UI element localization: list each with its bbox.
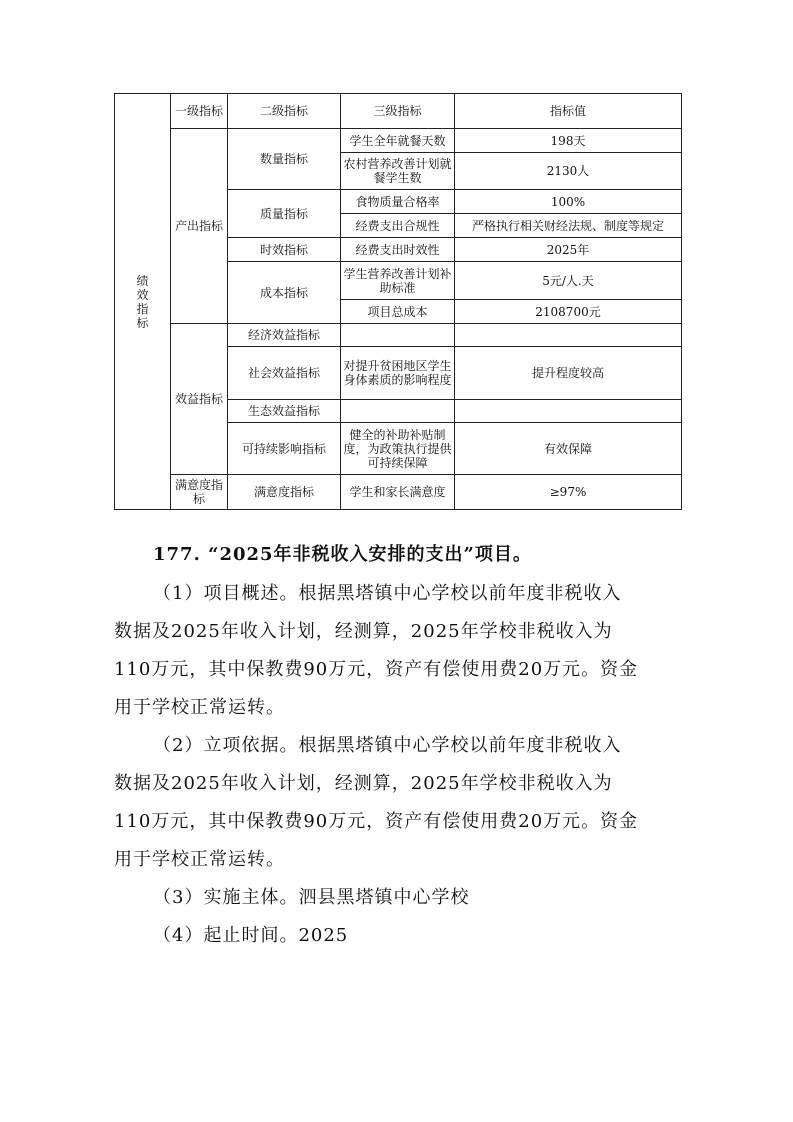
header-level3: 三级指标 xyxy=(341,94,455,129)
value-cell: 100% xyxy=(455,190,682,214)
paragraph-line: （1）项目概述。根据黑塔镇中心学校以前年度非税收入 xyxy=(153,583,622,604)
value-cell: 2130人 xyxy=(455,153,682,190)
level3-cell: 经费支出时效性 xyxy=(341,238,455,262)
header-level1: 一级指标 xyxy=(171,94,228,129)
group-output: 产出指标 xyxy=(171,129,228,324)
level2-cell: 时效指标 xyxy=(228,238,341,262)
level3-cell: 经费支出合规性 xyxy=(341,214,455,238)
level3-cell xyxy=(341,400,455,423)
level3-cell: 项目总成本 xyxy=(341,300,455,324)
level3-cell: 健全的补助补贴制度，为政策执行提供可持续保障 xyxy=(341,423,455,475)
level3-cell xyxy=(341,324,455,347)
value-cell: 有效保障 xyxy=(455,423,682,475)
value-cell xyxy=(455,400,682,423)
level2-cell: 生态效益指标 xyxy=(228,400,341,423)
value-cell: 2025年 xyxy=(455,238,682,262)
level3-cell: 食物质量合格率 xyxy=(341,190,455,214)
level3-cell: 学生全年就餐天数 xyxy=(341,129,455,153)
level2-cell: 满意度指标 xyxy=(228,475,341,510)
paragraph-line: （4）起止时间。2025 xyxy=(153,925,349,946)
row-header-performance: 绩效指标 xyxy=(115,94,171,510)
performance-indicator-table xyxy=(114,93,682,510)
section-heading: 177. “2025年非税收入安排的支出”项目。 xyxy=(153,544,532,565)
level2-cell: 数量指标 xyxy=(228,129,341,190)
level2-cell: 可持续影响指标 xyxy=(228,423,341,475)
paragraph-line: 用于学校正常运转。 xyxy=(114,849,285,870)
paragraph-line: （3）实施主体。泗县黑塔镇中心学校 xyxy=(153,887,470,908)
level3-cell: 学生营养改善计划补助标准 xyxy=(341,262,455,300)
level3-cell: 对提升贫困地区学生身体素质的影响程度 xyxy=(341,347,455,400)
value-cell: 提升程度较高 xyxy=(455,347,682,400)
value-cell: 5元/人.天 xyxy=(455,262,682,300)
paragraph-line: 110万元，其中保教费90万元，资产有偿使用费20万元。资金 xyxy=(114,811,639,832)
paragraph-line: 用于学校正常运转。 xyxy=(114,697,285,718)
level3-cell: 学生和家长满意度 xyxy=(341,475,455,510)
group-satisfaction: 满意度指标 xyxy=(171,475,228,510)
header-value: 指标值 xyxy=(455,94,682,129)
level3-cell: 农村营养改善计划就餐学生数 xyxy=(341,153,455,190)
value-cell xyxy=(455,324,682,347)
value-cell: 严格执行相关财经法规、制度等规定 xyxy=(455,214,682,238)
paragraph-line: 数据及2025年收入计划，经测算，2025年学校非税收入为 xyxy=(114,773,613,794)
paragraph-line: 110万元，其中保教费90万元，资产有偿使用费20万元。资金 xyxy=(114,659,639,680)
value-cell: 2108700元 xyxy=(455,300,682,324)
level2-cell: 质量指标 xyxy=(228,190,341,238)
value-cell: 198天 xyxy=(455,129,682,153)
value-cell: ≥97% xyxy=(455,475,682,510)
level2-cell: 成本指标 xyxy=(228,262,341,324)
paragraph-line: 数据及2025年收入计划，经测算，2025年学校非税收入为 xyxy=(114,621,613,642)
paragraph-line: （2）立项依据。根据黑塔镇中心学校以前年度非税收入 xyxy=(153,735,622,756)
header-level2: 二级指标 xyxy=(228,94,341,129)
level2-cell: 社会效益指标 xyxy=(228,347,341,400)
level2-cell: 经济效益指标 xyxy=(228,324,341,347)
group-benefit: 效益指标 xyxy=(171,324,228,475)
